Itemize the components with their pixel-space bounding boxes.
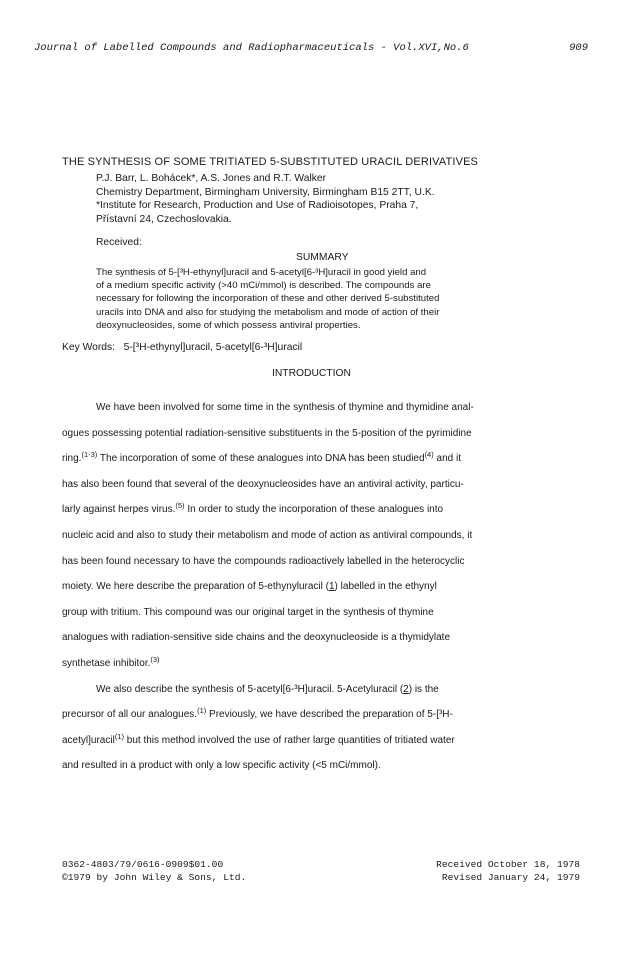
body-line: synthetase inhibitor.$^{(3)}$ (62, 654, 160, 669)
body-line: moiety. We here describe the preparation of 5-ethynyluracil (1) labelled in the ethynyl (62, 581, 437, 593)
running-head: Journal of Labelled Compounds and Radiopharmaceuticals - Vol.XVI,No.6 (34, 42, 469, 54)
author-line: P.J. Barr, L. Bohácek*, A.S. Jones and R.T. Walker (96, 173, 327, 184)
body-line: We also describe the synthesis of 5-acetyl[6-³H]uracil. 5-Acetyluracil (2) is the (96, 683, 439, 695)
citation-ref: (1-3) (81, 450, 98, 460)
citation-ref: (1) (114, 731, 124, 741)
introduction-heading: INTRODUCTION (272, 368, 351, 379)
affiliation-line: *Institute for Research, Production and Use of Radioisotopes, Praha 7, (96, 200, 419, 212)
citation-ref: (4) (424, 450, 434, 460)
body-line: We have been involved for some time in the synthesis of thymine and thymidine anal- (96, 402, 474, 413)
page-number: 909 (569, 42, 588, 54)
keywords (62, 342, 302, 353)
summary-line: uracils into DNA and also for studying the metabolism and mode of action of their (96, 306, 440, 318)
body-line: has been found necessary to have the compounds radioactively labelled in the heterocyclic (62, 555, 465, 567)
affiliation-line: Chemistry Department, Birmingham University, Birmingham B15 2TT, U.K. (96, 186, 435, 198)
summary-line: The synthesis of 5-[³H-ethynyl]uracil and 5-acetyl[6-³H]uracil in good yield and (96, 267, 427, 278)
summary-heading: SUMMARY (296, 252, 349, 263)
body-line: ring.$^{(1-3)}$ The incorporation of some of these analogues into DNA has been studied$^{(4)}$ and it (62, 450, 461, 465)
affiliation-line: Přístavní 24, Czechoslovakia. (96, 214, 232, 226)
body-line: acetyl]uracil$^{(1)}$ but this method involved the use of rather large quantities of tritiated water (62, 731, 455, 746)
revised-date: Revised January 24, 1979 (441, 872, 580, 883)
keywords-text: 5-[³H-ethynyl]uracil, 5-acetyl[6-³H]uracil (123, 342, 303, 353)
issn-price: 0362-4803/79/0616-0909$01.00 (62, 859, 224, 870)
body-line: group with tritium. This compound was our original target in the synthesis of thymine (62, 606, 434, 618)
summary-line: of a medium specific activity (>40 mCi/mmol) is described. The compounds are (96, 280, 431, 292)
introduction-body (62, 395, 562, 779)
body-line: nucleic acid and also to study their metabolism and mode of action as antiviral compounds, it (62, 529, 473, 541)
body-line: larly against herpes virus.$^{(5)}$ In order to study the incorporation of these analogues into (62, 501, 444, 516)
body-line: ogues possessing potential radiation-sensitive substituents in the 5-position of the pyrimidine (62, 427, 472, 439)
summary-text (96, 266, 536, 332)
keywords-label: Key Words: (62, 342, 116, 353)
summary-line: necessary for following the incorporation of these and other derived 5-substituted (96, 293, 440, 305)
citation-ref: (1) (197, 706, 207, 716)
author-block (96, 172, 435, 227)
summary-line: deoxynucleosides, some of which possess antiviral properties. (96, 319, 361, 331)
citation-ref: (5) (175, 501, 185, 511)
received-label: Received: (96, 237, 142, 248)
copyright-line: ©1979 by John Wiley & Sons, Ltd. (62, 872, 247, 883)
compound-number: 1 (328, 581, 335, 593)
body-line: precursor of all our analogues.$^{(1)}$ Previously, we have described the preparation of 5-[³H- (62, 706, 453, 721)
footer-copyright (62, 858, 246, 884)
body-line: and resulted in a product with only a low specific activity (<5 mCi/mmol). (62, 760, 381, 772)
body-line: analogues with radiation-sensitive side chains and the deoxynucleoside is a thymidylate (62, 632, 451, 644)
compound-number: 2 (403, 683, 409, 695)
citation-ref: (3) (150, 654, 160, 664)
received-date: Received October 18, 1978 (436, 859, 580, 870)
article-title: THE SYNTHESIS OF SOME TRITIATED 5-SUBSTITUTED URACIL DERIVATIVES (62, 156, 479, 168)
body-line: has also been found that several of the deoxynucleosides have an antiviral activity, particu- (62, 478, 464, 490)
footer-dates (436, 858, 580, 884)
